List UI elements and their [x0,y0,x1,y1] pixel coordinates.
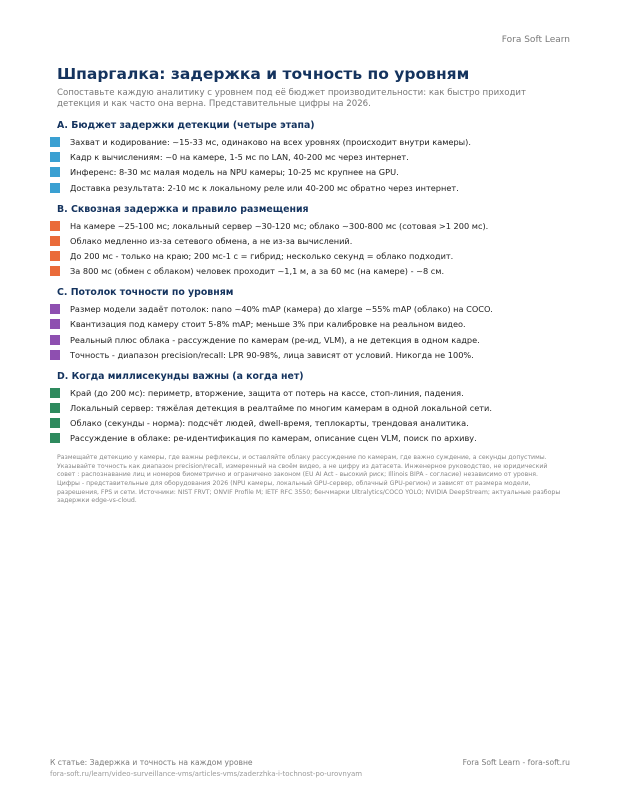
section-list [57,303,567,361]
footer-url[interactable]: fora-soft.ru/learn/video-surveillance-vms/articles-vms/zaderzhka-i-tochnost-po-urovnyam [50,770,363,778]
list-item-text: Точность - диапазон precision/recall: LPR 90-98%, лица зависят от условий. Никогда не 100%. [70,349,474,360]
list-item-text: Инференс: 8-30 мс малая модель на NPU камеры; 10-25 мс крупнее на GPU. [70,167,399,178]
list-item [57,334,567,346]
bullet-square-icon [50,433,60,443]
list-item-text: За 800 мс (обмен с облаком) человек проходит ~1,1 м, а за 60 мс (на камере) - ~8 см. [70,266,445,277]
bullet-square-icon [50,418,60,428]
list-item [57,349,567,361]
list-item-text: Доставка результата: 2-10 мс к локальному реле или 40-200 мс обратно через интернет. [70,182,459,193]
cheatsheet [57,64,567,506]
bullet-square-icon [50,388,60,398]
section-heading: A. Бюджет задержки детекции (четыре этапа) [57,120,315,131]
bullet-square-icon [50,335,60,345]
list-item-text: Край (до 200 мс): периметр, вторжение, защита от потерь на кассе, стоп-линия, падения. [70,387,464,398]
bullet-square-icon [50,221,60,231]
section-d [57,370,567,445]
list-item-text: Облако (секунды - норма): подсчёт людей, dwell-время, теплокарты, трендовая аналитика. [70,418,469,429]
section-list [57,387,567,445]
bullet-square-icon [50,152,60,162]
bullet-square-icon [50,236,60,246]
list-item [57,220,567,232]
list-item [57,387,567,399]
page-subtitle: Сопоставьте каждую аналитику с уровнем под её бюджет производительности: как быстро приходит детекция и как часто она верна. Представительные цифры на 2026. [57,88,527,109]
list-item [57,318,567,330]
bullet-square-icon [50,403,60,413]
footer-article-link[interactable]: К статье: Задержка и точность на каждом уровне [50,758,253,767]
section-heading: D. Когда миллисекунды важны (а когда нет) [57,370,304,382]
list-item-text: Облако медленно из-за сетевого обмена, а не из-за вычислений. [70,235,353,246]
list-item-text: На камере ~25-100 мс; локальный сервер ~30-120 мс; облако ~300-800 мс (сотовая >1 200 мс). [70,220,489,231]
list-item [57,151,567,163]
list-item-text: Реальный плюс облака - рассуждение по камерам (ре-ид, VLM), а не детекция в одном кадре. [70,334,480,345]
list-item [57,182,567,194]
bullet-square-icon [50,304,60,314]
list-item [57,235,567,247]
bullet-square-icon [50,137,60,147]
list-item-text: Рассуждение в облаке: ре-идентификация по камерам, описание сцен VLM, поиск по архиву. [70,433,477,444]
list-item-text: Кадр к вычислениям: ~0 на камере, 1-5 мс по LAN, 40-200 мс через интернет. [70,152,409,163]
list-item [57,166,567,178]
section-b [57,203,567,278]
section-list [57,136,567,194]
list-item-text: Захват и кодирование: ~15-33 мс, одинаково на всех уровнях (происходит внутри камеры). [70,137,471,147]
footer-site[interactable]: Fora Soft Learn - fora-soft.ru [462,758,570,767]
page-title: Шпаргалка: задержка и точность по уровням [57,65,470,83]
list-item-text: Квантизация под камеру стоит 5-8% mAP; меньше 3% при калибровке на реальном видео. [70,319,466,330]
list-item [57,402,567,414]
list-item-text: До 200 мс - только на краю; 200 мс-1 с = гибрид; несколько секунд = облако подходит. [70,250,454,261]
list-item [57,250,567,262]
bullet-square-icon [50,167,60,177]
list-item-text: Локальный сервер: тяжёлая детекция в реалтайме по многим камерам в одной локальной сети. [70,402,492,413]
list-item-text: Размер модели задаёт потолок: nano ~40% mAP (камера) до xlarge ~55% mAP (облако) на COCO. [70,304,493,315]
section-heading: C. Потолок точности по уровням [57,287,234,299]
list-item [57,432,567,444]
section-a [57,119,567,194]
section-heading: B. Сквозная задержка и правило размещения [57,203,309,215]
bullet-square-icon [50,251,60,261]
list-item [57,265,567,277]
list-item [57,303,567,315]
sections-container [57,119,567,444]
list-item [57,417,567,429]
section-c [57,286,567,361]
bullet-square-icon [50,350,60,360]
section-list [57,220,567,278]
footnotes: Размещайте детекцию у камеры, где важны рефлексы, и оставляйте облаку рассуждение по камерам, где важно суждение, а секунды допустимы. Указывайте точность как диапазон precision/recall, измеренный на своём видео, а не цифру из датасета. Инженерное руководство, не юридический совет : распознавание лиц и номеров биометрично и ограничено законом (EU AI Act - высокий риск; Illinois BIPA - согласие) независимо от уровня. Цифры - представительные для оборудования 2026 (NPU камеры, локальный GPU-сервер, облачный GPU-регион) и зависят от размера модели, разрешения, FPS и сети. Источники: NIST FRVT; ONVIF Profile M; IETF RFC 3550; бенчмарки Ultralytics/COCO YOLO; NVIDIA DeepStream; актуальные разборы задержки edge-vs-cloud. [57,454,561,505]
list-item [57,136,567,148]
bullet-square-icon [50,319,60,329]
brand-label: Fora Soft Learn [501,35,570,45]
bullet-square-icon [50,266,60,276]
bullet-square-icon [50,183,60,193]
